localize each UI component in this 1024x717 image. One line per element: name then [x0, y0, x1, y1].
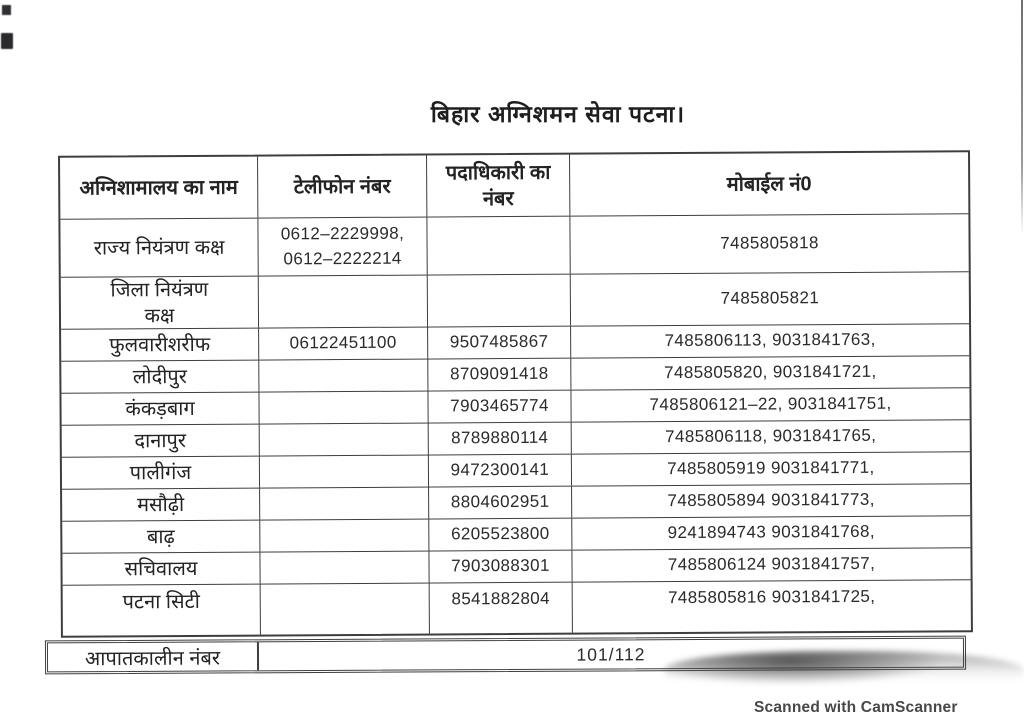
cell-station-name: फुलवारीशरीफ [61, 329, 259, 361]
cell-mobile-numbers: 7485805894 9031841773, [667, 489, 875, 511]
camscanner-watermark: Scanned with CamScanner [754, 699, 958, 716]
cell-telephone [259, 392, 428, 424]
header-mobile-number: मोबाईल नं0 [726, 172, 812, 196]
cell-mobile-numbers: 7485806124 9031841757, [667, 553, 876, 575]
cell-mobile-numbers: 7485806118, 9031841765, [665, 425, 877, 447]
cell-officer-number [428, 275, 571, 327]
scan-shadow-smudge [664, 651, 1024, 693]
ink-mark-top-left [2, 5, 11, 15]
cell-station-name: सचिवालय [62, 553, 260, 585]
cell-telephone [260, 520, 429, 552]
emergency-label: आपातकालीन नंबर [48, 642, 259, 671]
cell-station-name: जिला नियंत्रण कक्ष [61, 277, 259, 329]
cell-telephone [260, 552, 429, 584]
page-title: बिहार अग्निशमन सेवा पटना। [430, 101, 686, 127]
cell-telephone [260, 424, 429, 456]
header-station-name: अग्निशामालय का नाम [60, 157, 258, 219]
header-officer-number: पदाधिकारी का नंबर [427, 155, 570, 217]
table-row [63, 580, 971, 636]
cell-telephone [260, 488, 429, 520]
cell-mobile-numbers: 9241894743 9031841768, [667, 521, 876, 543]
header-telephone: टेलीफोन नंबर [258, 156, 427, 218]
cell-station-name: मसौढ़ी [62, 489, 260, 521]
cell-telephone: 0612–2229998, 0612–2222214 [258, 218, 427, 276]
cell-station-name: कंकड़बाग [61, 393, 259, 425]
table-row [61, 272, 969, 330]
cell-officer-number: 9472300141 [429, 455, 572, 487]
table-header-row [60, 152, 968, 220]
table-row [60, 214, 968, 278]
cell-mobile-numbers: 7485805818 [720, 233, 819, 253]
cell-officer-number: 8541882804 [430, 583, 573, 634]
cell-station-name: पटना सिटी [63, 585, 261, 636]
cell-officer-number: 6205523800 [429, 519, 572, 551]
cell-officer-number: 8804602951 [429, 487, 572, 519]
cell-mobile-numbers: 7485806113, 9031841763, [664, 329, 876, 351]
cell-telephone: 06122451100 [259, 328, 428, 360]
cell-station-name: बाढ़ [62, 521, 260, 553]
cell-mobile-numbers: 7485805820, 9031841721, [664, 361, 877, 383]
cell-station-name: लोदीपुर [61, 361, 259, 393]
cell-telephone [259, 360, 428, 392]
cell-officer-number: 7903465774 [428, 391, 571, 423]
cell-station-name: दानापुर [62, 425, 260, 457]
cell-telephone [260, 456, 429, 488]
cell-mobile-numbers: 7485805816 9031841725, [667, 586, 876, 608]
emergency-value: 101/112 [576, 643, 646, 665]
cell-station-name: राज्य नियंत्रण कक्ष [60, 219, 258, 277]
cell-mobile-numbers: 7485806121–22, 9031841751, [649, 393, 892, 415]
cell-officer-number: 8789880114 [429, 423, 572, 455]
ink-mark-left [1, 33, 13, 49]
cell-officer-number: 9507485867 [428, 327, 571, 359]
cell-officer-number: 8709091418 [428, 359, 571, 391]
cell-station-name: पालीगंज [62, 457, 260, 489]
cell-telephone [261, 584, 430, 635]
cell-telephone [259, 276, 428, 328]
cell-officer-number: 7903088301 [429, 551, 572, 583]
fire-stations-table [58, 150, 973, 638]
cell-mobile-numbers: 7485805821 [720, 288, 820, 308]
cell-mobile-numbers: 7485805919 9031841771, [667, 457, 875, 479]
cell-officer-number [427, 217, 570, 275]
